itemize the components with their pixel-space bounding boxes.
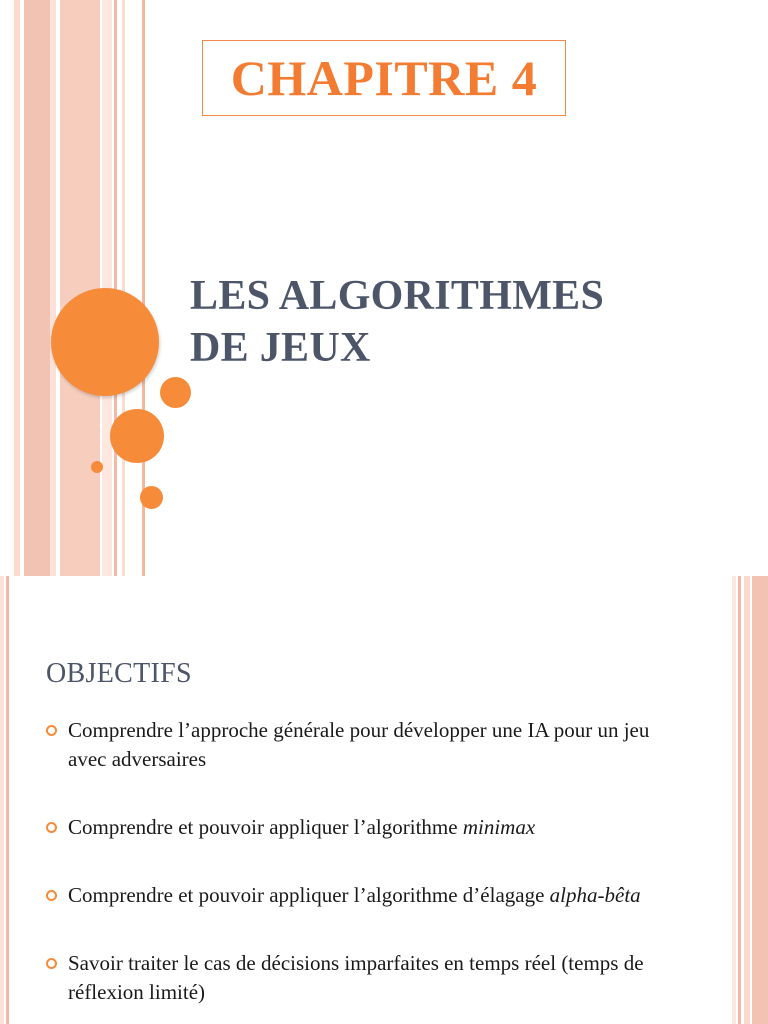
slide-subtitle: [190, 270, 730, 374]
list-item: [46, 949, 686, 1007]
slide-heading: OBJECTIFS: [46, 658, 192, 689]
decorative-stripe: [732, 576, 736, 1024]
decorative-circle: [140, 486, 163, 509]
decorative-stripe: [50, 0, 56, 576]
decorative-stripe: [0, 576, 4, 1024]
bullet-ring-icon: [46, 725, 57, 736]
decorative-stripe: [122, 0, 125, 576]
decorative-circle: [110, 409, 164, 463]
objectives-slide: [0, 576, 768, 1024]
bullet-text: Comprendre et pouvoir appliquer l’algorithme: [68, 815, 463, 839]
bullet-ring-icon: [46, 890, 57, 901]
decorative-stripe: [738, 576, 741, 1024]
decorative-circle-large: [51, 288, 159, 396]
subtitle-line: LES ALGORITHMES: [190, 273, 605, 319]
decorative-stripe: [24, 0, 50, 576]
chapter-title-box: [202, 40, 566, 116]
decorative-circle: [91, 461, 103, 473]
bullet-text: Comprendre l’approche générale pour développer une IA pour un jeu avec adversaires: [68, 718, 650, 771]
decorative-circle: [160, 377, 191, 408]
bullet-text: Savoir traiter le cas de décisions imparfaites en temps réel (temps de réflexion limité): [68, 951, 644, 1004]
chapter-title: CHAPITRE 4: [230, 50, 538, 106]
bullet-ring-icon: [46, 958, 57, 969]
bullet-italic-text: alpha-bêta: [549, 883, 641, 907]
objectives-list: [46, 716, 686, 1007]
list-item: [46, 813, 686, 842]
bullet-italic-text: minimax: [462, 815, 536, 839]
bullet-text: Comprendre et pouvoir appliquer l’algorithme d’élagage: [68, 883, 550, 907]
decorative-stripe: [752, 576, 768, 1024]
subtitle-line: DE JEUX: [190, 325, 371, 371]
bullet-ring-icon: [46, 822, 57, 833]
list-item: [46, 881, 686, 910]
decorative-stripe: [6, 576, 9, 1024]
decorative-stripe: [744, 576, 750, 1024]
list-item: [46, 716, 686, 774]
decorative-stripe: [14, 0, 20, 576]
